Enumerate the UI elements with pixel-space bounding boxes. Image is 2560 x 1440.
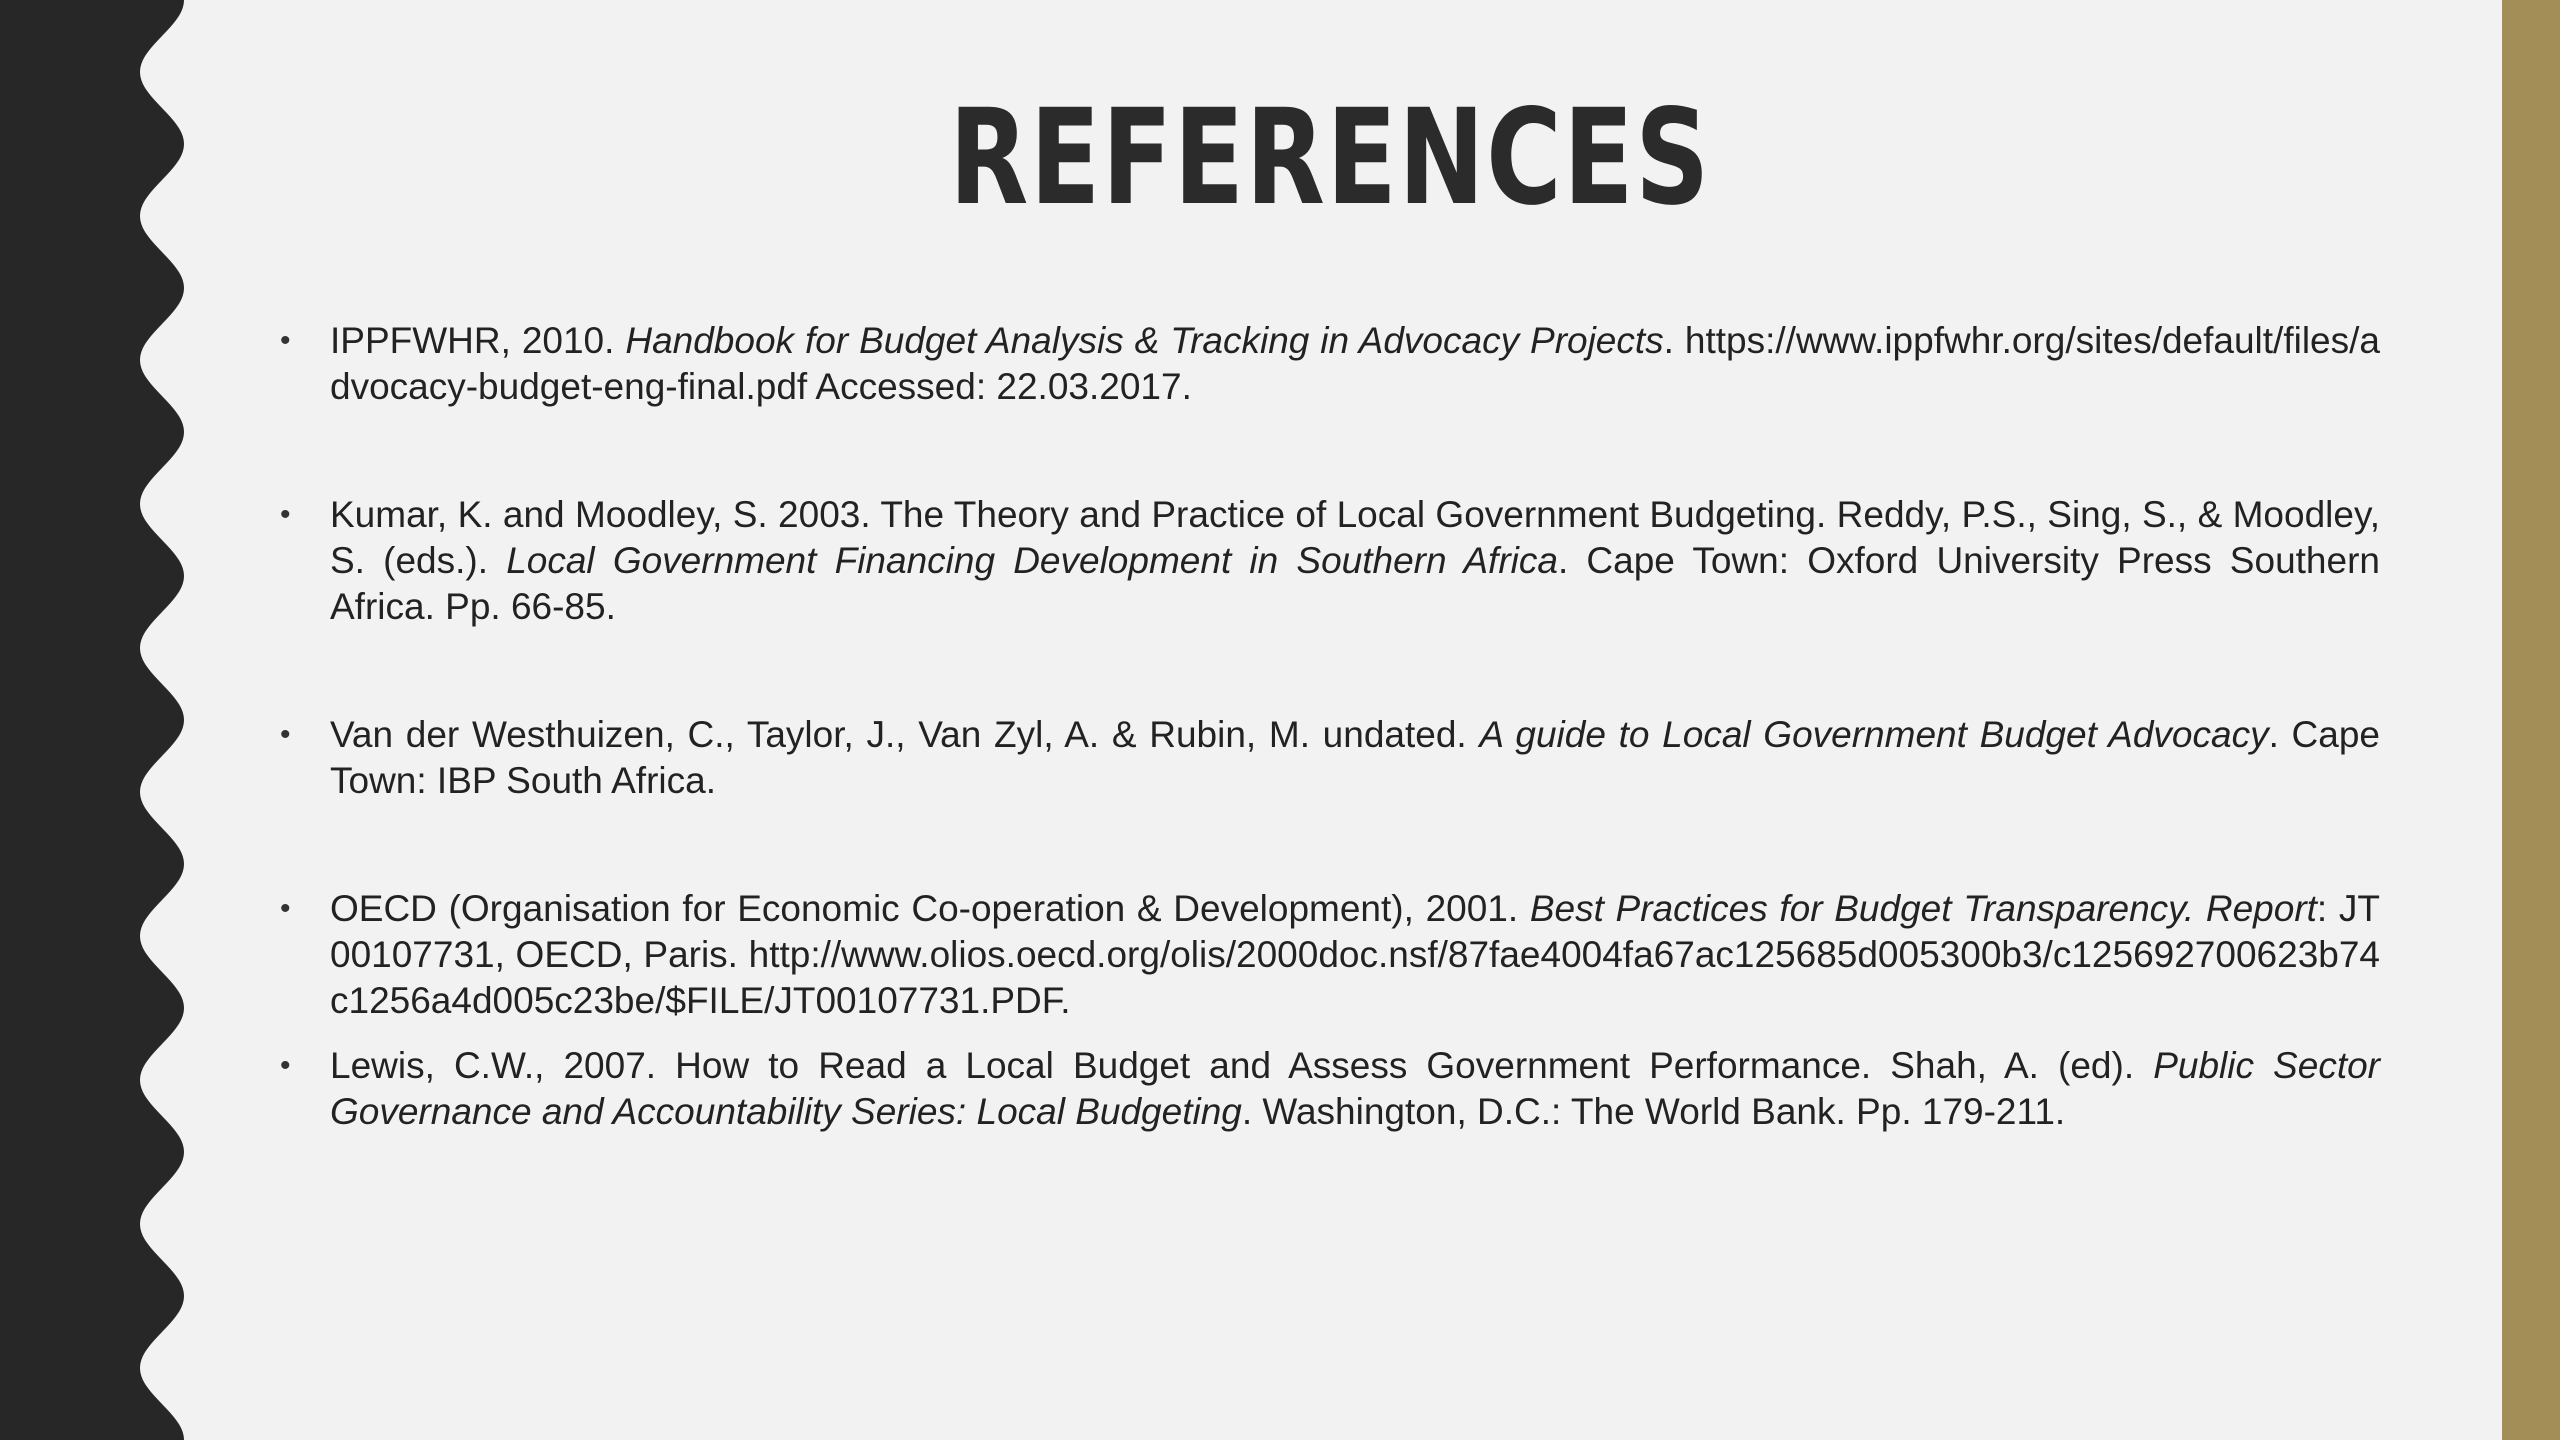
reference-details: . Cape Town: Oxford University Press Southern Africa. Pp. 66-85. bbox=[330, 540, 2380, 627]
wavy-left-band bbox=[0, 0, 190, 1440]
reference-title: Public Sector Governance and Accountability Series: Local Budgeting bbox=[330, 1045, 2380, 1132]
reference-details: : JT00107731, OECD, Paris. http://www.olios.oecd.org/olis/2000doc.nsf/87fae4004fa67ac125685d005300b3/c125692700623b74c1256a4d005c23be/$FILE/JT00107731.PDF. bbox=[330, 888, 2380, 1021]
reference-title: Local Government Financing Development in Southern Africa bbox=[506, 540, 1558, 581]
references-list bbox=[276, 318, 2380, 1135]
reference-text: Lewis, C.W., 2007. How to Read a Local Budget and Assess Government Performance. Shah, A. (ed). bbox=[330, 1045, 2154, 1086]
reference-item bbox=[276, 712, 2380, 804]
reference-item bbox=[276, 886, 2380, 1024]
reference-details: . Cape Town: IBP South Africa. bbox=[330, 714, 2380, 801]
reference-text: Kumar, K. and Moodley, S. 2003. The Theory and Practice of Local Government Budgeting. Reddy, P.S., Sing, S., & Moodley, S. (eds.). bbox=[330, 494, 2380, 581]
right-accent-band bbox=[2502, 0, 2560, 1440]
reference-details: . Washington, D.C.: The World Bank. Pp. 179-211. bbox=[1241, 1091, 2066, 1132]
slide-title: REFERENCES bbox=[949, 81, 1711, 235]
reference-details: . https://www.ippfwhr.org/sites/default/files/advocacy-budget-eng-final.pdf Accessed: 22.03.2017. bbox=[330, 320, 2380, 407]
reference-text: Van der Westhuizen, C., Taylor, J., Van Zyl, A. & Rubin, M. undated. bbox=[330, 714, 1480, 755]
reference-item bbox=[276, 1043, 2380, 1135]
reference-item bbox=[276, 492, 2380, 630]
reference-title: Best Practices for Budget Transparency. Report bbox=[1529, 888, 2317, 929]
reference-title: Handbook for Budget Analysis & Tracking in Advocacy Projects bbox=[625, 320, 1664, 361]
reference-item bbox=[276, 318, 2380, 410]
reference-text: IPPFWHR, 2010. bbox=[330, 320, 626, 361]
reference-text: OECD (Organisation for Economic Co-operation & Development), 2001. bbox=[330, 888, 1530, 929]
reference-title: A guide to Local Government Budget Advocacy bbox=[1479, 714, 2269, 755]
